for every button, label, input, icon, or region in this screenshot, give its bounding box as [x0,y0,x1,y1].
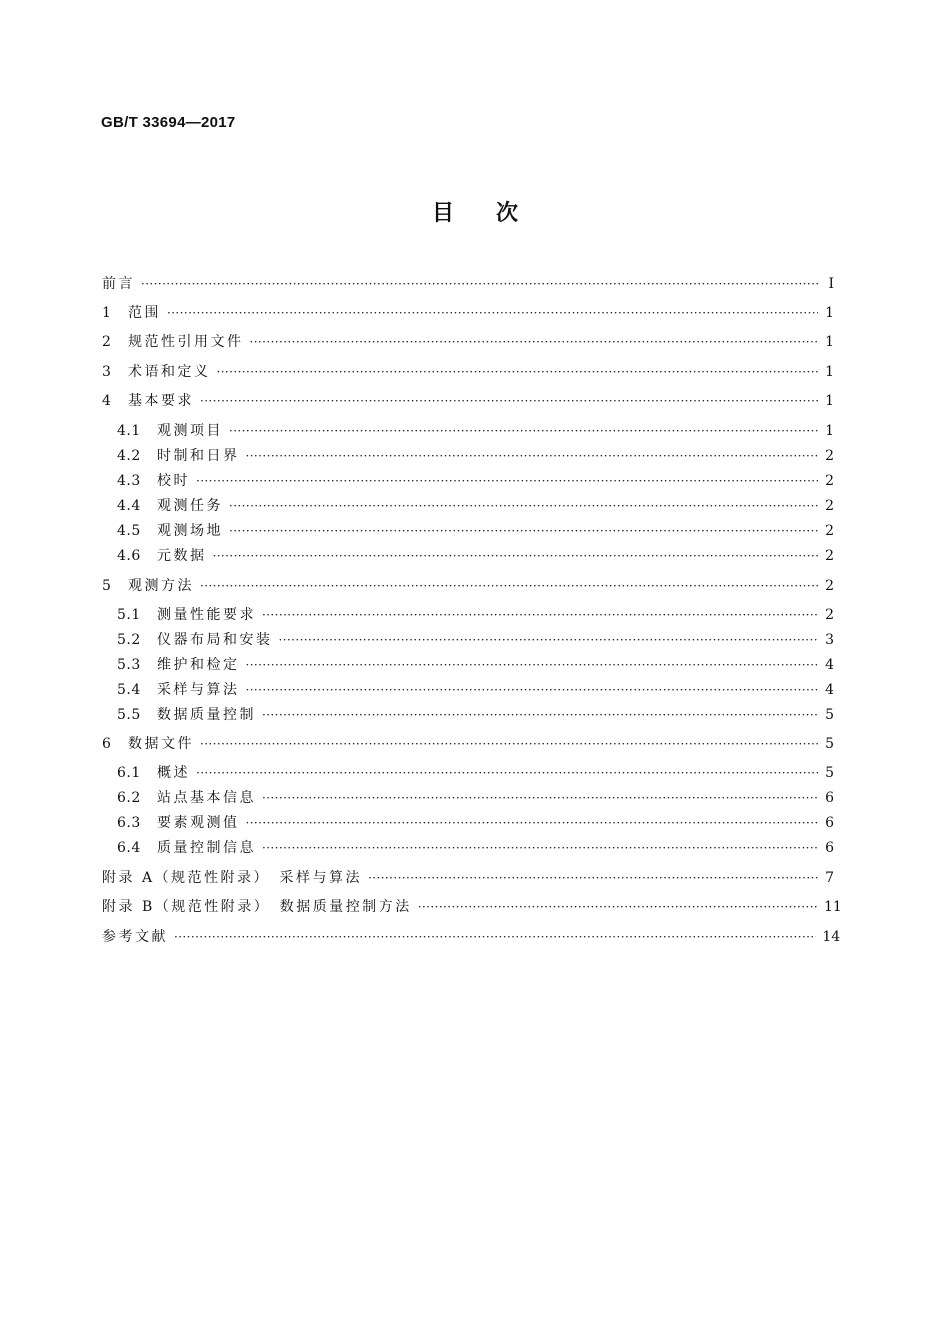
toc-entry-page: 7 [825,870,834,886]
toc-entry[interactable] [117,787,834,809]
toc-dot-leader [167,302,818,324]
toc-entry-title: 术语和定义 [128,364,211,380]
toc-entry-title: 观测场地 [157,523,223,539]
toc-dot-leader [262,837,818,859]
toc-entry-title: 测量性能要求 [157,607,256,623]
toc-entry[interactable] [102,390,834,412]
toc-dot-leader [174,926,816,948]
toc-entry[interactable] [117,420,834,442]
toc-entry-number: 6.3 [117,815,141,831]
toc-entry-number: 5 [102,578,112,594]
toc-dot-leader [196,470,818,492]
toc-entry-title: 校时 [157,473,190,489]
toc-dot-leader [200,733,818,755]
toc-entry-page: 5 [825,765,834,781]
toc-entry-page: 14 [822,929,841,945]
toc-entry-number: 5.1 [117,607,141,623]
toc-entry-number: 4.5 [117,523,141,539]
toc-entry[interactable] [102,896,842,918]
toc-entry-title: 站点基本信息 [157,790,256,806]
toc-entry-title: 质量控制信息 [157,840,256,856]
toc-entry-title: 数据文件 [128,736,194,752]
toc-entry[interactable] [117,604,834,626]
toc-dot-leader [229,420,818,442]
toc-entry[interactable] [117,445,834,467]
toc-entry-title: 观测项目 [157,423,223,439]
toc-entry-title: 维护和检定 [157,657,240,673]
toc-dot-leader [196,762,818,784]
toc-entry-page: 6 [825,790,834,806]
toc-entry[interactable] [102,302,834,324]
toc-entry-page: 2 [825,473,834,489]
toc-entry-number: 6.1 [117,765,141,781]
toc-entry-title: 观测方法 [128,578,194,594]
toc-entry-title: 参考文献 [102,929,168,945]
toc-entry-title: 附录 A（规范性附录） 采样与算法 [102,870,363,886]
toc-entry-page: 4 [825,657,834,673]
toc-entry[interactable] [102,867,834,889]
toc-dot-leader [262,604,818,626]
toc-entry-page: 1 [825,334,834,350]
toc-entry[interactable] [117,520,834,542]
toc-entry-number: 1 [102,305,112,321]
toc-dot-leader [262,704,818,726]
toc-entry-number: 5.5 [117,707,141,723]
toc-entry-title: 基本要求 [128,393,194,409]
toc-entry-page: 3 [825,632,834,648]
toc-entry[interactable] [102,575,834,597]
toc-dot-leader [229,495,818,517]
toc-entry[interactable] [117,837,834,859]
toc-entry-title: 仪器布局和安装 [157,632,273,648]
toc-entry-page: 2 [825,607,834,623]
toc-entry-number: 5.3 [117,657,141,673]
toc-entry-number: 4.3 [117,473,141,489]
toc-entry-title: 前言 [102,276,135,292]
toc-entry[interactable] [117,762,834,784]
toc-entry-page: 1 [825,364,834,380]
toc-entry[interactable] [117,812,834,834]
toc-entry-title: 概述 [157,765,190,781]
toc-entry-page: 4 [825,682,834,698]
toc-entry[interactable] [117,629,834,651]
toc-entry-title: 时制和日界 [157,448,240,464]
toc-dot-leader [279,629,819,651]
page-title: 目次 [431,201,560,226]
toc-entry[interactable] [117,704,834,726]
toc-entry-page: 11 [824,899,842,915]
toc-entry-title: 采样与算法 [157,682,240,698]
toc-entry[interactable] [102,733,834,755]
toc-entry-number: 6 [102,736,112,752]
toc-dot-leader [217,361,819,383]
toc-entry-page: 2 [825,578,834,594]
toc-dot-leader [200,390,818,412]
toc-entry[interactable] [117,679,834,701]
toc-dot-leader [213,545,819,567]
toc-entry[interactable] [102,361,834,383]
toc-entry[interactable] [117,654,834,676]
toc-dot-leader [368,867,818,889]
toc-entry-number: 3 [102,364,112,380]
toc-dot-leader [418,896,818,918]
toc-dot-leader [229,520,818,542]
toc-dot-leader [262,787,818,809]
toc-entry-title: 规范性引用文件 [128,334,244,350]
toc-entry-page: Ⅰ [828,276,834,292]
toc-entry-page: 1 [825,423,834,439]
toc-entry[interactable] [117,495,834,517]
toc-entry[interactable] [102,331,834,353]
toc-entry-number: 6.2 [117,790,141,806]
toc-entry-number: 4.6 [117,548,141,564]
toc-entry-title: 要素观测值 [157,815,240,831]
toc-entry-page: 2 [825,523,834,539]
standard-code: GB/T 33694—2017 [101,114,236,131]
toc-entry-number: 4.4 [117,498,141,514]
toc-entry-number: 4.2 [117,448,141,464]
toc-entry-page: 2 [825,498,834,514]
toc-entry-page: 6 [825,840,834,856]
toc-entry-page: 6 [825,815,834,831]
toc-entry-title: 元数据 [157,548,207,564]
toc-entry-title: 范围 [128,305,161,321]
toc-entry-page: 5 [825,707,834,723]
toc-dot-leader [250,331,819,353]
toc-entry-page: 1 [825,305,834,321]
toc-dot-leader [246,445,819,467]
toc-dot-leader [246,679,819,701]
toc-dot-leader [141,273,818,295]
toc-entry[interactable] [117,545,834,567]
toc-entry-page: 5 [825,736,834,752]
toc-entry-number: 5.2 [117,632,141,648]
toc-entry-number: 4 [102,393,112,409]
toc-entry-title: 数据质量控制 [157,707,256,723]
toc-dot-leader [200,575,818,597]
toc-entry-number: 2 [102,334,112,350]
toc-dot-leader [246,812,819,834]
toc-entry-page: 2 [825,448,834,464]
toc-entry-page: 1 [825,393,834,409]
toc-entry-title: 附录 B（规范性附录） 数据质量控制方法 [102,899,412,915]
toc-entry[interactable] [102,926,841,948]
toc-dot-leader [246,654,819,676]
toc-entry-number: 4.1 [117,423,141,439]
toc-entry-page: 2 [825,548,834,564]
toc-entry[interactable] [102,273,834,295]
table-of-contents [102,0,842,1344]
toc-entry-number: 5.4 [117,682,141,698]
toc-entry-title: 观测任务 [157,498,223,514]
toc-entry[interactable] [117,470,834,492]
toc-entry-number: 6.4 [117,840,141,856]
